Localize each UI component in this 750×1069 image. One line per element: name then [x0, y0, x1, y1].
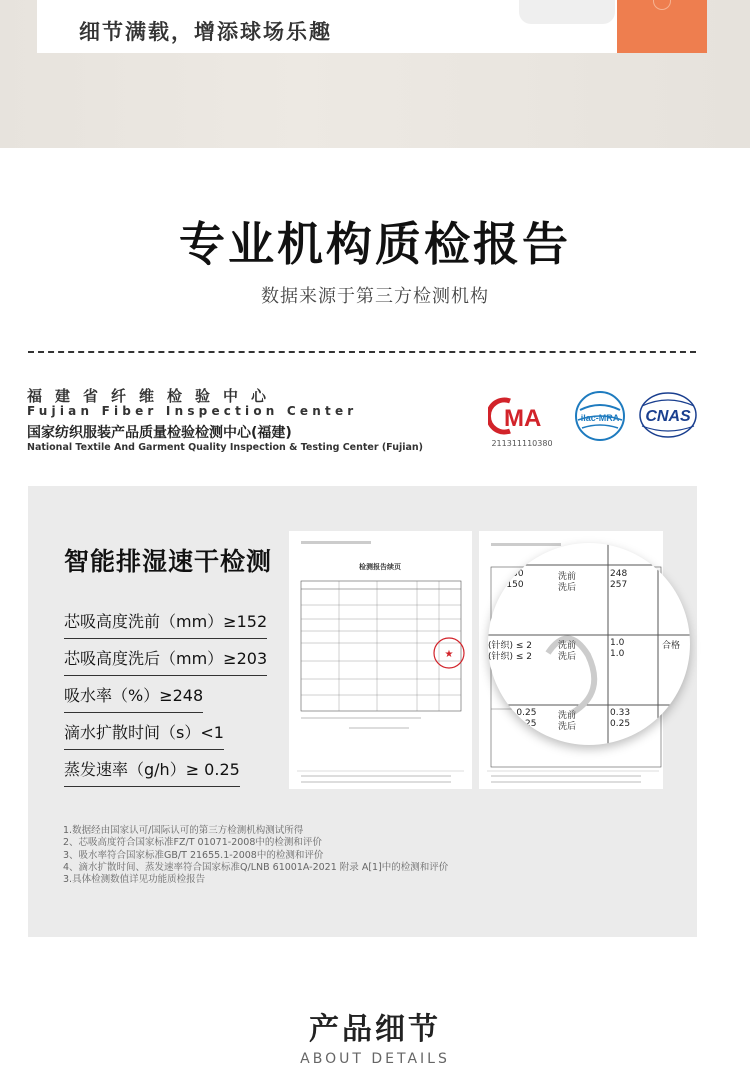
dashed-divider [28, 351, 696, 353]
cma-number: 211311110380 [491, 439, 553, 448]
note-4: 4、滴水扩散时间、蒸发速率符合国家标准Q/LNB 61001A-2021 附录 A[1]中的检测和评价 [63, 861, 449, 873]
cma-logo-text: MA [504, 405, 542, 432]
ilac-mra-logo [574, 390, 626, 442]
note-5: 3.具体检测数值详见功能质检报告 [63, 874, 206, 886]
mag-r5-requirement: ≥ 0.25 [506, 708, 537, 718]
mag-r5-value: 0.33 [610, 708, 631, 718]
mag-r2-requirement: ≥ 150 [496, 580, 524, 590]
svg-text:★: ★ [444, 649, 454, 660]
center-name-cn: 福建省纤维检验中心 [27, 387, 280, 405]
product-details-title: 产品细节 [309, 1012, 441, 1047]
mag-r4-requirement: (针织) ≤ 2 [488, 652, 533, 662]
test-row-wicking-before: 芯吸高度洗前（mm）≥152 [64, 609, 267, 639]
test-title: 智能排湿速干检测 [64, 547, 273, 576]
mag-r3-condition: 洗前 [558, 641, 577, 651]
top-banner [0, 0, 750, 148]
banner-card [37, 0, 617, 53]
mag-r4-value: 1.0 [610, 649, 625, 659]
mag-r3-verdict: 合格 [662, 641, 681, 651]
note-1: 1.数据经由国家认可/国际认可的第三方检测机构测试所得 [63, 825, 304, 836]
cnas-logo-text: CNAS [645, 408, 691, 425]
mag-r1-requirement: ≥ 150 [496, 569, 524, 579]
mag-r2-value: 257 [610, 580, 628, 590]
test-row-wicking-after: 芯吸高度洗后（mm）≥203 [64, 646, 267, 676]
report-page-1-graphic [289, 531, 472, 789]
cnas-logo [638, 390, 698, 440]
section-title: 专业机构质检报告 [179, 217, 571, 271]
test-row-absorption: 吸水率（%）≥248 [64, 683, 203, 713]
national-center-en: National Textile And Garment Quality Inspection & Testing Center (Fujian) [27, 442, 423, 453]
center-name-en: Fujian Fiber Inspection Center [27, 404, 358, 418]
mag-r2-condition: 洗后 [558, 583, 577, 593]
mag-r6-condition: 洗后 [558, 722, 577, 732]
mag-r1-value: 248 [610, 569, 628, 579]
mag-r4-condition: 洗后 [558, 652, 577, 662]
magnified-report-detail [488, 543, 690, 745]
test-notes [63, 825, 448, 886]
mag-r5-condition: 洗前 [558, 711, 577, 721]
note-2: 2、芯吸高度符合国家标准FZ/T 01071-2008中的检测和评价 [63, 837, 322, 849]
note-3: 3、吸水率符合国家标准GB/T 21655.1-2008中的检测和评价 [63, 849, 324, 861]
report-doc-title: 检测报告续页 [359, 563, 401, 571]
product-details-subtitle: ABOUT DETAILS [300, 1051, 450, 1067]
ilac-globe-icon [574, 390, 626, 442]
banner-accent-block [617, 0, 707, 53]
cma-logo [488, 393, 556, 453]
cnas-globe-icon [638, 390, 698, 440]
banner-text: 细节满载，增添球场乐趣 [79, 20, 332, 44]
mag-r3-requirement: (针织) ≤ 2 [488, 641, 533, 651]
section-subtitle: 数据来源于第三方检测机构 [261, 286, 489, 307]
mag-r1-condition: 洗前 [558, 572, 577, 582]
banner-tab-decoration [519, 0, 615, 24]
cma-mark-icon [488, 393, 556, 437]
mag-r6-value: 0.25 [610, 719, 631, 729]
national-center-cn: 国家纺织服装产品质量检验检测中心(福建) [27, 425, 292, 441]
accent-circle-decoration [653, 0, 671, 10]
mag-r3-value: 1.0 [610, 638, 625, 648]
test-row-diffusion-time: 滴水扩散时间（s）<1 [64, 720, 224, 750]
test-row-evaporation: 蒸发速率（g/h）≥ 0.25 [64, 757, 240, 787]
mag-r6-requirement: ≥ 0.25 [506, 719, 537, 729]
report-page-1 [289, 531, 472, 789]
ilac-logo-text: ilac-MRA [580, 413, 620, 423]
